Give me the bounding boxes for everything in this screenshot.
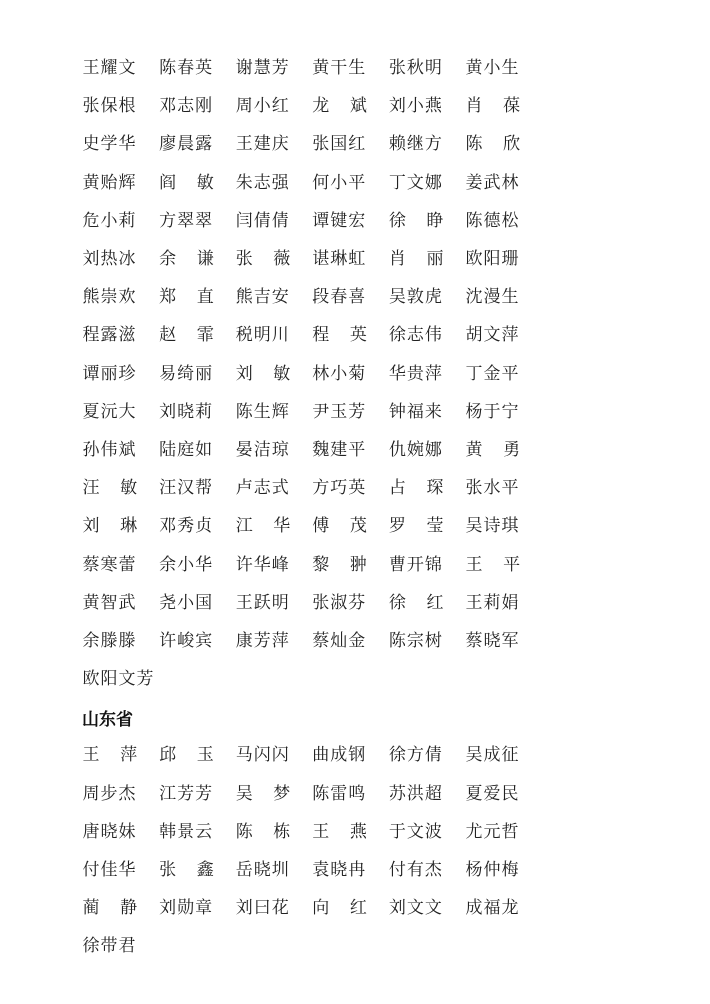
- person-name: 赵 霏: [159, 325, 214, 346]
- person-name: 尧 小 国: [159, 592, 213, 613]
- person-name: 于 文 波: [388, 821, 442, 842]
- person-name: 傅 茂: [312, 516, 367, 537]
- person-name: 丁 金 平: [465, 363, 519, 384]
- person-name: 刘 热 冰: [82, 249, 136, 270]
- person-name: 付 佳 华: [82, 860, 136, 881]
- person-name: 危 小 莉: [82, 210, 136, 231]
- person-name: 刘 勋 章: [159, 898, 213, 919]
- person-name: 徐 红: [388, 592, 444, 613]
- person-name: 欧 阳 文 芳: [82, 669, 154, 690]
- person-name: 沈 漫 生: [465, 287, 519, 308]
- person-name: 方 翠 翠: [159, 210, 213, 231]
- name-list: [82, 49, 542, 966]
- name-row: [82, 431, 542, 469]
- name-row: [82, 507, 542, 545]
- person-name: 姜 武 林: [465, 172, 519, 193]
- person-name: 熊 崇 欢: [82, 287, 136, 308]
- person-name: 王 燕: [312, 821, 367, 842]
- person-name: 张 保 根: [82, 96, 136, 117]
- person-name: 何 小 平: [312, 172, 366, 193]
- person-name: 苏 洪 超: [388, 783, 442, 804]
- person-name: 杨 仲 梅: [465, 860, 519, 881]
- person-name: 周 步 杰: [82, 783, 136, 804]
- person-name: 孙 伟 斌: [82, 439, 136, 460]
- person-name: 谭 丽 珍: [82, 363, 136, 384]
- person-name: 马 闪 闪: [235, 745, 289, 766]
- name-row: [82, 660, 542, 698]
- person-name: 熊 吉 安: [235, 287, 289, 308]
- person-name: 罗 莹: [388, 516, 444, 537]
- person-name: 王 莉 娟: [465, 592, 519, 613]
- name-row: [82, 813, 542, 851]
- name-row: [82, 736, 542, 774]
- person-name: 易 绮 丽: [159, 363, 213, 384]
- person-name: 周 小 红: [235, 96, 289, 117]
- person-name: 陈 生 辉: [235, 401, 289, 422]
- name-row: [82, 87, 542, 125]
- person-name: 吴 诗 琪: [465, 516, 519, 537]
- person-name: 余 滕 滕: [82, 630, 136, 651]
- name-row: [82, 622, 542, 660]
- person-name: 付 有 杰: [388, 860, 442, 881]
- name-row: [82, 202, 542, 240]
- person-name: 汪 汉 帮: [159, 478, 213, 499]
- person-name: 赖 继 方: [388, 134, 442, 155]
- person-name: 王 建 庆: [235, 134, 289, 155]
- person-name: 黄 贻 辉: [82, 172, 136, 193]
- name-row: [82, 851, 542, 889]
- person-name: 肖 葆: [465, 96, 521, 117]
- person-name: 陈 春 英: [159, 58, 213, 79]
- person-name: 吴 梦: [235, 783, 291, 804]
- person-name: 康 芳 萍: [235, 630, 289, 651]
- person-name: 蔡 寒 蕾: [82, 554, 136, 575]
- person-name: 林 小 菊: [312, 363, 366, 384]
- person-name: 王 萍: [82, 745, 138, 766]
- name-row: [82, 278, 542, 316]
- name-row: [82, 355, 542, 393]
- person-name: 黎 翀: [312, 554, 367, 575]
- person-name: 徐 方 倩: [388, 745, 442, 766]
- person-name: 刘 文 文: [388, 898, 442, 919]
- person-name: 王 跃 明: [235, 592, 289, 613]
- person-name: 程 英: [312, 325, 367, 346]
- person-name: 邓 秀 贞: [159, 516, 213, 537]
- person-name: 黄 干 生: [312, 58, 366, 79]
- person-name: 魏 建 平: [312, 439, 366, 460]
- person-name: 刘 小 燕: [388, 96, 442, 117]
- name-row: [82, 469, 542, 507]
- person-name: 华 贵 萍: [388, 363, 442, 384]
- person-name: 卢 志 式: [235, 478, 289, 499]
- name-row: [82, 889, 542, 927]
- person-name: 徐 志 伟: [388, 325, 442, 346]
- name-row: [82, 393, 542, 431]
- person-name: 刘 敏: [235, 363, 291, 384]
- person-name: 晏 洁 琼: [235, 439, 289, 460]
- person-name: 朱 志 强: [235, 172, 289, 193]
- person-name: 曹 开 锦: [388, 554, 442, 575]
- person-name: 杨 于 宁: [465, 401, 519, 422]
- person-name: 王 平: [465, 554, 521, 575]
- person-name: 余 谦: [159, 249, 214, 270]
- person-name: 程 露 滋: [82, 325, 136, 346]
- person-name: 史 学 华: [82, 134, 136, 155]
- section-heading: 山东省: [82, 709, 133, 730]
- person-name: 黄 勇: [465, 439, 521, 460]
- person-name: 谢 慧 芳: [235, 58, 289, 79]
- person-name: 许 峻 宾: [159, 630, 213, 651]
- person-name: 夏 爱 民: [465, 783, 519, 804]
- person-name: 邓 志 刚: [159, 96, 213, 117]
- person-name: 向 红: [312, 898, 367, 919]
- person-name: 刘 晓 莉: [159, 401, 213, 422]
- person-name: 余 小 华: [159, 554, 213, 575]
- person-name: 唐 晓 妹: [82, 821, 136, 842]
- person-name: 邱 玉: [159, 745, 214, 766]
- person-name: 岳 晓 圳: [235, 860, 289, 881]
- person-name: 方 巧 英: [312, 478, 366, 499]
- person-name: 张 水 平: [465, 478, 519, 499]
- person-name: 江 芳 芳: [159, 783, 213, 804]
- person-name: 胡 文 萍: [465, 325, 519, 346]
- person-name: 张 淑 芬: [312, 592, 366, 613]
- person-name: 仇 婉 娜: [388, 439, 442, 460]
- person-name: 欧 阳 珊: [465, 249, 519, 270]
- person-name: 夏 沅 大: [82, 401, 136, 422]
- name-row: [82, 584, 542, 622]
- person-name: 陈 欣: [465, 134, 521, 155]
- person-name: 陆 庭 如: [159, 439, 213, 460]
- person-name: 闫 倩 倩: [235, 210, 289, 231]
- person-name: 陈 雷 鸣: [312, 783, 366, 804]
- person-name: 许 华 峰: [235, 554, 289, 575]
- person-name: 钟 福 来: [388, 401, 442, 422]
- person-name: 刘 曰 花: [235, 898, 289, 919]
- name-row: [82, 545, 542, 583]
- person-name: 张 鑫: [159, 860, 214, 881]
- person-name: 吴 敦 虎: [388, 287, 442, 308]
- name-row: [82, 240, 542, 278]
- person-name: 张 薇: [235, 249, 291, 270]
- person-name: 徐 带 君: [82, 936, 136, 957]
- person-name: 张 国 红: [312, 134, 366, 155]
- name-row: [82, 125, 542, 163]
- person-name: 蔡 晓 军: [465, 630, 519, 651]
- person-name: 吴 成 征: [465, 745, 519, 766]
- person-name: 韩 景 云: [159, 821, 213, 842]
- person-name: 江 华: [235, 516, 291, 537]
- person-name: 张 秋 明: [388, 58, 442, 79]
- person-name: 陈 宗 树: [388, 630, 442, 651]
- person-name: 成 福 龙: [465, 898, 519, 919]
- name-row: [82, 49, 542, 87]
- person-name: 陈 德 松: [465, 210, 519, 231]
- person-name: 郑 直: [159, 287, 214, 308]
- person-name: 蔺 静: [82, 898, 138, 919]
- name-row: [82, 775, 542, 813]
- person-name: 阎 敏: [159, 172, 214, 193]
- person-name: 段 春 喜: [312, 287, 366, 308]
- person-name: 谭 键 宏: [312, 210, 366, 231]
- person-name: 黄 小 生: [465, 58, 519, 79]
- person-name: 龙 斌: [312, 96, 367, 117]
- name-row: [82, 316, 542, 354]
- person-name: 占 琛: [388, 478, 444, 499]
- person-name: 陈 栋: [235, 821, 291, 842]
- person-name: 谌 琳 虹: [312, 249, 366, 270]
- person-name: 刘 琳: [82, 516, 138, 537]
- person-name: 蔡 灿 金: [312, 630, 366, 651]
- person-name: 曲 成 钢: [312, 745, 366, 766]
- person-name: 廖 晨 露: [159, 134, 213, 155]
- person-name: 税 明 川: [235, 325, 289, 346]
- name-row: [82, 927, 542, 965]
- person-name: 尤 元 哲: [465, 821, 519, 842]
- person-name: 徐 睁: [388, 210, 444, 231]
- person-name: 丁 文 娜: [388, 172, 442, 193]
- person-name: 汪 敏: [82, 478, 138, 499]
- person-name: 黄 智 武: [82, 592, 136, 613]
- name-row: [82, 164, 542, 202]
- person-name: 王 耀 文: [82, 58, 136, 79]
- person-name: 袁 晓 冉: [312, 860, 366, 881]
- person-name: 尹 玉 芳: [312, 401, 366, 422]
- person-name: 肖 丽: [388, 249, 444, 270]
